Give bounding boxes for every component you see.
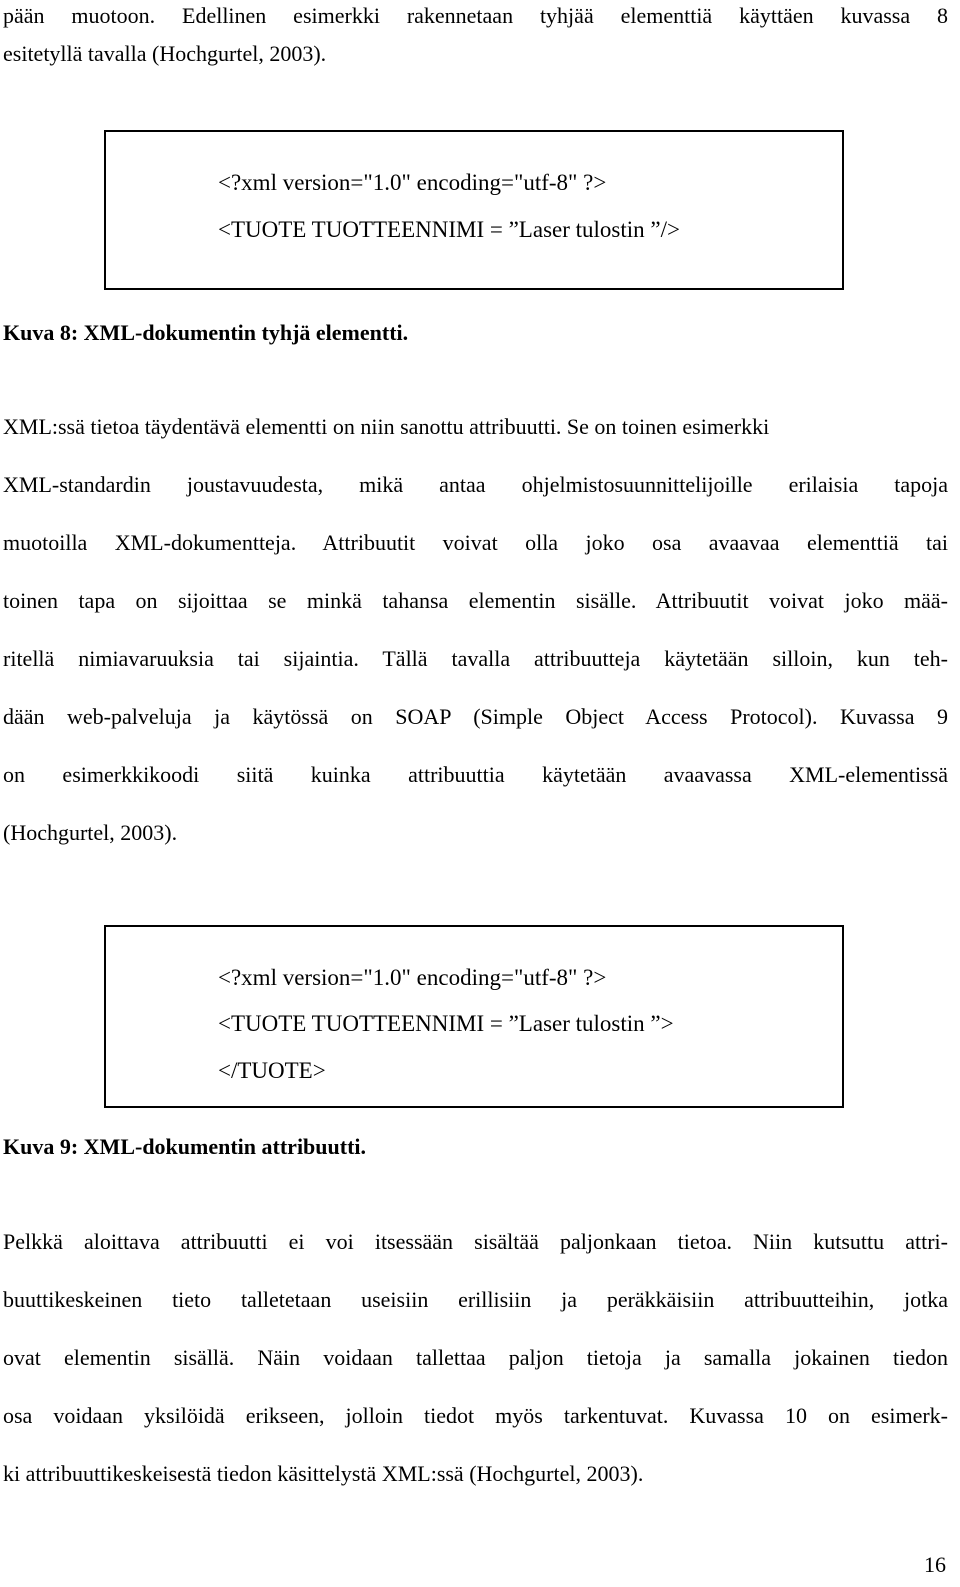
text-line: (Hochgurtel, 2003).	[3, 820, 178, 845]
text-line: pään muotoon. Edellinen esimerkki rakennetaan tyhjää elementtiä käyttäen kuvassa 8	[3, 3, 948, 28]
text-line: toinen tapa on sijoittaa se minkä tahansa elementin sisälle. Attribuutit voivat joko mää-	[3, 588, 948, 613]
code-box-empty-element	[104, 130, 844, 290]
text-line: ki attribuuttikeskeisestä tiedon käsittelystä XML:ssä (Hochgurtel, 2003).	[3, 1461, 644, 1486]
text-line: dään web-palveluja ja käytössä on SOAP (Simple Object Access Protocol). Kuvassa 9	[3, 704, 948, 729]
code-line: </TUOTE>	[218, 1058, 326, 1083]
figure-caption-8: Kuva 8: XML-dokumentin tyhjä elementti.	[3, 320, 409, 345]
text-line: XML:ssä tietoa täydentävä elementti on niin sanottu attribuutti. Se on toinen esimerkki	[3, 414, 770, 439]
text-line: XML-standardin joustavuudesta, mikä antaa ohjelmistosuunnittelijoille erilaisia tapoja	[3, 472, 948, 497]
text-line: esitetyllä tavalla (Hochgurtel, 2003).	[3, 41, 327, 66]
code-line: <TUOTE TUOTTEENNIMI = ”Laser tulostin ”/>	[218, 217, 680, 242]
text-line: on esimerkkikoodi siitä kuinka attribuuttia käytetään avaavassa XML-elementissä	[3, 762, 948, 787]
figure-caption-9: Kuva 9: XML-dokumentin attribuutti.	[3, 1134, 367, 1159]
text-line: osa voidaan yksilöidä erikseen, jolloin tiedot myös tarkentuvat. Kuvassa 10 on esimerk-	[3, 1403, 948, 1428]
text-line: ritellä nimiavaruuksia tai sijaintia. Tällä tavalla attribuutteja käytetään silloin, kun teh-	[3, 646, 948, 671]
text-line: Pelkkä aloittava attribuutti ei voi itsessään sisältää paljonkaan tietoa. Niin kutsuttu attri-	[3, 1229, 948, 1254]
page-number: 16	[924, 1552, 946, 1577]
text-line: ovat elementin sisällä. Näin voidaan tallettaa paljon tietoja ja samalla jokainen tiedon	[3, 1345, 948, 1370]
text-line: muotoilla XML-dokumentteja. Attribuutit voivat olla joko osa avaavaa elementtiä tai	[3, 530, 948, 555]
code-line: <?xml version="1.0" encoding="utf-8" ?>	[218, 965, 607, 990]
text-line: buuttikeskeinen tieto talletetaan useisiin erillisiin ja peräkkäisiin attribuutteihin, jotka	[3, 1287, 948, 1312]
code-line: <?xml version="1.0" encoding="utf-8" ?>	[218, 170, 607, 195]
code-line: <TUOTE TUOTTEENNIMI = ”Laser tulostin ”>	[218, 1011, 674, 1036]
